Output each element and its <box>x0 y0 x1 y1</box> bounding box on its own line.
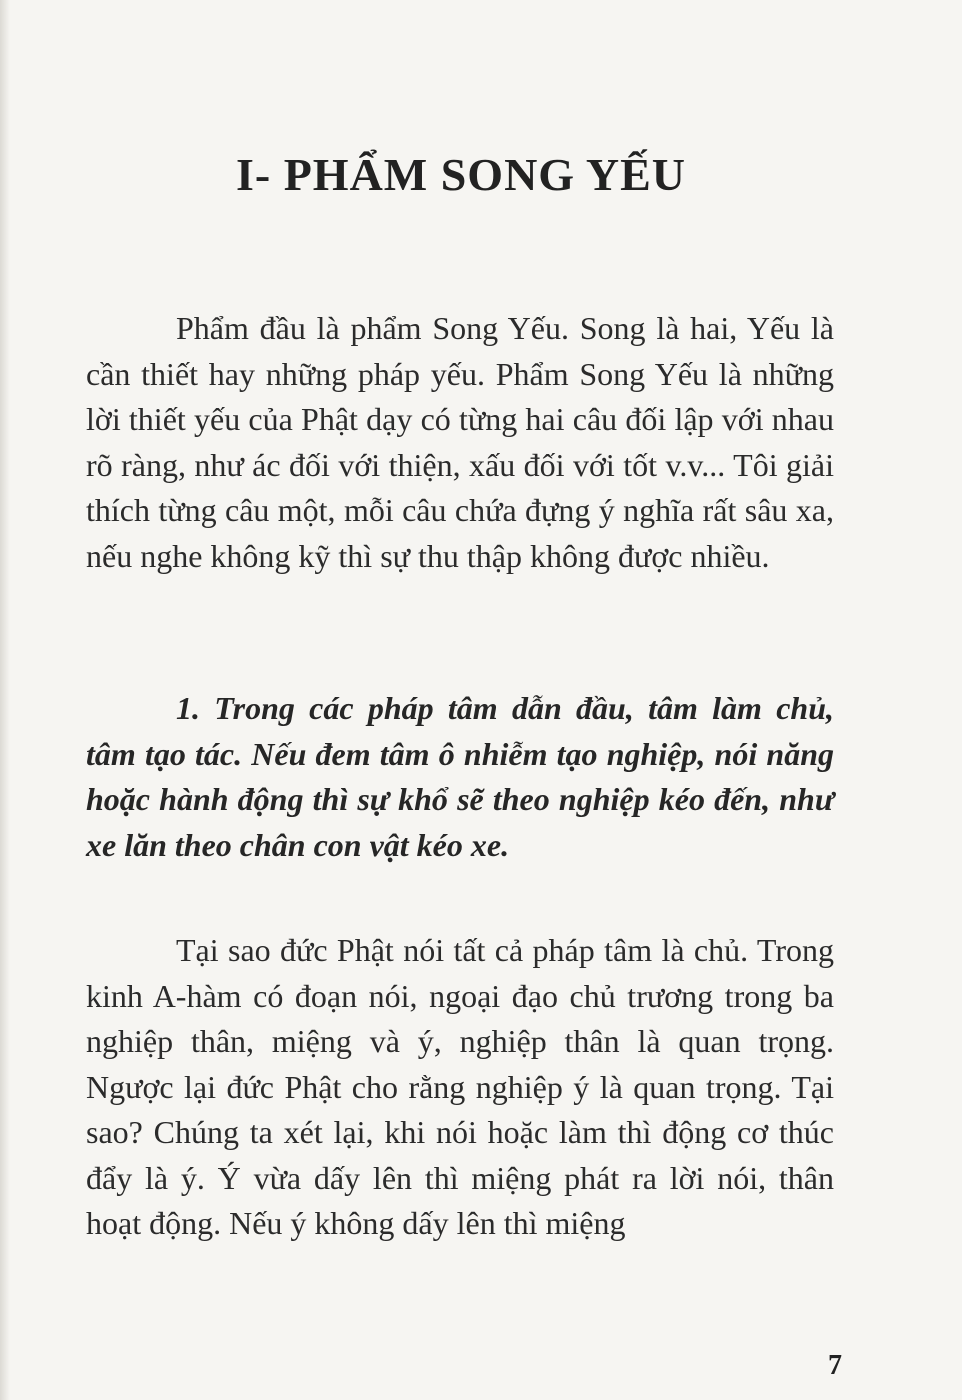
verse-block <box>86 686 834 868</box>
intro-paragraph: Phẩm đầu là phẩm Song Yếu. Song là hai, Yếu là cần thiết hay những pháp yếu. Phẩm Song Yếu là những lời thiết yếu của Phật dạy có từng hai câu đối lập với nhau rõ ràng, như ác đối với thiện, xấu đối với tốt v.v... Tôi giải thích từng câu một, mỗi câu chứa đựng ý nghĩa rất sâu xa, nếu nghe không kỹ thì sự thu thập không được nhiều. <box>86 310 834 574</box>
page-number: 7 <box>828 1350 842 1381</box>
chapter-title: I- PHẨM SONG YẾU <box>235 149 686 200</box>
commentary-block <box>86 928 834 1247</box>
verse-paragraph: 1. Trong các pháp tâm dẫn đầu, tâm làm chủ, tâm tạo tác. Nếu đem tâm ô nhiễm tạo nghiệp, nói năng hoặc hành động thì sự khổ sẽ theo nghiệp kéo đến, như xe lăn theo chân con vật kéo xe. <box>86 690 834 863</box>
intro-paragraph-block <box>86 306 834 579</box>
commentary-paragraph: Tại sao đức Phật nói tất cả pháp tâm là chủ. Trong kinh A-hàm có đoạn nói, ngoại đạo chủ trương trong ba nghiệp thân, miệng và ý, nghiệp thân là quan trọng. Ngược lại đức Phật cho rằng nghiệp ý là quan trọng. Tại sao? Chúng ta xét lại, khi nói hoặc làm thì động cơ thúc đẩy là ý. Ý vừa dấy lên thì miệng phát ra lời nói, thân hoạt động. Nếu ý không dấy lên thì miệng <box>86 932 834 1241</box>
page-edge-shadow <box>0 0 10 1400</box>
